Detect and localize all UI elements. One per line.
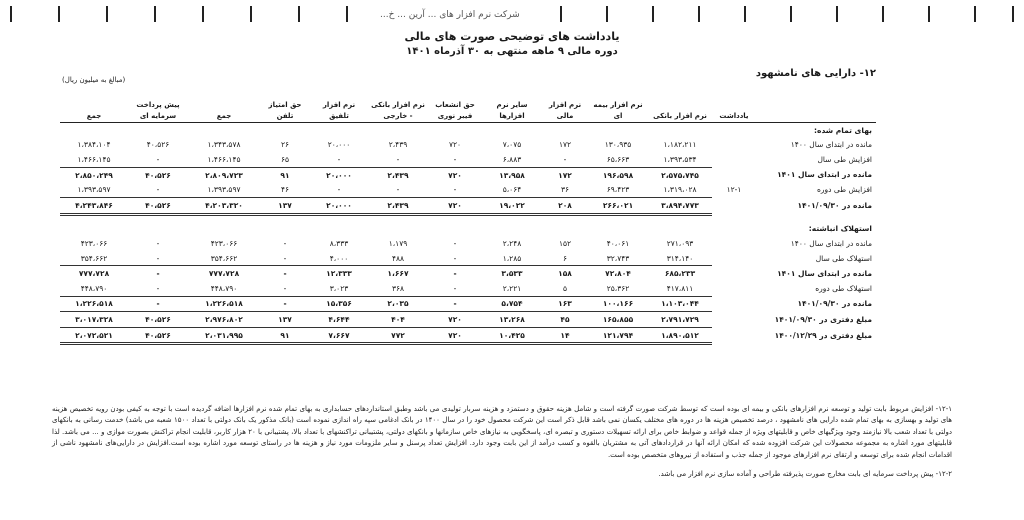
table-cell: ۱۹۶،۵۹۸ xyxy=(602,170,634,180)
table-cell: - xyxy=(260,296,310,312)
table-cell: ۱،۴۶۶،۱۴۵ xyxy=(60,152,128,167)
table-cell: ۱۳،۲۶۸ xyxy=(482,312,542,328)
table-row xyxy=(60,167,876,182)
table-cell: - xyxy=(260,251,310,266)
table-cell: ۱۳۷ xyxy=(260,197,310,214)
row-label: افزایش طی سال xyxy=(817,155,872,165)
binding-mark xyxy=(250,6,252,22)
table-cell: ۷۲۰ xyxy=(428,327,482,344)
table-cell: ۲،۵۷۵،۷۴۵ xyxy=(661,170,699,180)
table-cell: ۷۲۰ xyxy=(428,312,482,328)
table-cell: ۷۲۰ xyxy=(448,170,462,180)
table-cell xyxy=(542,123,588,138)
table-cell: ۵،۰۶۴ xyxy=(482,182,542,197)
table-cell: ۳۲،۷۴۳ xyxy=(588,251,648,266)
table-cell: - xyxy=(310,182,368,197)
binding-mark xyxy=(974,6,976,22)
row-label: مانده در ابتدای سال ۱۴۰۱ xyxy=(777,268,872,278)
table-cell: ۲،۸۰۹،۷۲۳ xyxy=(205,170,243,180)
table-cell: ۱،۴۶۶،۱۴۵ xyxy=(188,152,260,167)
table-cell: ۴،۲۰۳،۳۲۰ xyxy=(188,197,260,214)
table-cell xyxy=(648,222,712,237)
table-cell: ۱،۳۹۳،۵۹۷ xyxy=(188,182,260,197)
column-header: پیش پرداخت سرمایه ای xyxy=(128,84,188,123)
column-header: جمع xyxy=(60,84,128,123)
note-paragraph: ۱۲-۱- افزایش مربوط بابت تولید و توسعه نرم افزارهای بانکی و بیمه ای بوده است که توسط شرکت صورت گرفته است و شامل هزینه حقوق و دستمزد و هزینه سربار تولیدی می باشد وطبق استانداردهای حسابداری به بهای تمام شده نرم افزارها اضافه گردیده است با توجه به کیفی بودن رویه تخصیص هزینه های تولید و بهسازی به بهای تمام شده دارایی های نامشهود ، درصد تخصیص هزینه ها در دوره های مختلف یکسان نمی باشد قابل ذکر است این شرکت محصول خود را در سال ۱۴۰۰ در بانک ادغامی سپه راه اندازی نموده است (بانک مذکور یک بانک دولتی با تعداد ۱۵۰۰ شعبه می باشد) خدمت رسانی به بانکهای دولتی با تعداد شعب بالا نیازمند وجود ویژگیهای خاص و قابلیتهای ویژه از جمله قواعد و ضوابط خاص برای ارائه تسهیلات دستوری و تبصره ای، پاسخگویی به نیازهای خاص سازمانها و بانکهای دولتی، پشتیبانی تراکنشهای با تعداد بالا، پشتیبانی با ۲۰ هزار کاربر، قابلیت انجام تراکنش بصورت موازی و ... می باشد. لذا قابلیتهای مورد اشاره به مجموعه محصولات این شرکت افزوده شده که امکان ارائه آنها در قراردادهای آتی به مشتریان بالقوه و کسب درآمد از این بابت وجود دارد. افزایش تعداد پرسنل و سایر ملزومات مورد نیاز و هزینه ها در راستای توسعه مورد اشاره بوده است.افزایش در دارایی‌های نامشهود ناشی از اقدامات انجام شده برای توسعه و ارتقای نرم افزارهای موجود از جمله جذب و استفاده از نیروهای متخصص بوده است. xyxy=(52,405,952,459)
binding-mark xyxy=(202,6,204,22)
table-cell: ۵،۷۵۴ xyxy=(482,296,542,312)
row-label: استهلاک طی دوره xyxy=(815,283,872,293)
table-cell: ۱۰،۴۲۵ xyxy=(482,327,542,344)
note-ref-cell xyxy=(712,312,756,328)
table-cell xyxy=(188,123,260,138)
table-cell: - xyxy=(368,182,428,197)
table-cell xyxy=(588,222,648,237)
spacer-row xyxy=(60,214,876,222)
table-cell: ۲،۰۳۵ xyxy=(368,296,428,312)
table-cell: ۱،۳۱۹،۰۲۸ xyxy=(648,182,712,197)
binding-mark xyxy=(154,6,156,22)
note-ref-cell xyxy=(712,197,756,214)
document-title: یادداشت های توضیحی صورت های مالی xyxy=(404,30,620,43)
binding-mark xyxy=(10,6,12,22)
table-cell: ۴،۶۴۴ xyxy=(310,312,368,328)
note-ref-cell xyxy=(712,167,756,182)
table-cell: ۱،۶۶۷ xyxy=(387,269,409,279)
table-cell: ۷۷۷،۷۲۸ xyxy=(208,269,240,279)
table-cell: ۴۰،۵۲۶ xyxy=(128,312,188,328)
table-cell xyxy=(260,222,310,237)
table-cell: ۷۷۷،۷۲۸ xyxy=(78,269,110,279)
table-cell: ۴،۰۰۰ xyxy=(310,251,368,266)
table-cell: ۶۹،۴۲۳ xyxy=(588,182,648,197)
table-cell: ۴۵ xyxy=(542,312,588,328)
notes-section xyxy=(52,404,952,488)
table-cell: ۱۲،۳۳۳ xyxy=(326,269,352,279)
table-cell: - xyxy=(453,238,457,248)
table-cell: - xyxy=(428,296,482,312)
table-cell: - xyxy=(428,281,482,296)
table-cell xyxy=(368,123,428,138)
note-ref-cell xyxy=(712,138,756,153)
table-row xyxy=(60,152,876,167)
row-label: مبلغ دفتری در ۱۴۰۰/۱۲/۲۹ xyxy=(774,331,872,341)
table-cell: - xyxy=(283,238,287,248)
table-row xyxy=(60,123,876,138)
binding-mark xyxy=(836,6,838,22)
row-label: بهای تمام شده: xyxy=(814,125,872,135)
table-cell: ۷۲،۸۰۴ xyxy=(605,269,631,279)
table-cell: - xyxy=(542,152,588,167)
table-cell: ۲۵،۳۶۲ xyxy=(588,281,648,296)
table-cell: ۱،۲۸۵ xyxy=(482,251,542,266)
note-ref-cell xyxy=(712,327,756,344)
table-cell: ۳۵۴،۶۶۲ xyxy=(188,251,260,266)
column-header: حق امتیاز تلفن xyxy=(260,84,310,123)
table-cell: ۳۵۴،۶۶۲ xyxy=(60,251,128,266)
note-ref-cell xyxy=(712,251,756,266)
note-ref-cell xyxy=(712,152,756,167)
table-cell: ۴۰،۵۲۶ xyxy=(145,170,171,180)
table-cell: ۳۱۴،۱۴۰ xyxy=(648,251,712,266)
table-cell: ۱۴ xyxy=(542,327,588,344)
row-label: مانده در ابتدای سال ۱۴۰۰ xyxy=(790,238,872,248)
table-cell: ۱،۲۲۶،۵۱۸ xyxy=(188,296,260,312)
table-cell: ۹۱ xyxy=(260,327,310,344)
table-cell: - xyxy=(310,152,368,167)
binding-mark xyxy=(298,6,300,22)
table-cell: - xyxy=(428,152,482,167)
table-row xyxy=(60,312,876,328)
table-cell: ۴۸۸ xyxy=(368,251,428,266)
table-cell: - xyxy=(368,152,428,167)
table-cell: ۴۲۳،۰۶۶ xyxy=(210,238,238,248)
table-cell: ۷،۰۷۵ xyxy=(502,140,522,150)
note-ref-cell xyxy=(712,236,756,251)
binding-text: شرکت نرم افزار های ... آرین ... خ... xyxy=(380,10,520,20)
table-cell: ۲۰،۰۰۰ xyxy=(327,140,351,150)
row-label: استهلاک طی سال xyxy=(815,253,872,263)
table-cell: ۹۱ xyxy=(280,170,290,180)
table-cell: - xyxy=(128,281,188,296)
table-cell: ۳،۰۲۳ xyxy=(310,281,368,296)
binding-mark xyxy=(652,6,654,22)
table-cell: ۱۶۵،۸۵۵ xyxy=(588,312,648,328)
row-label: مانده در ۱۴۰۱/۰۹/۳۰ xyxy=(797,201,872,211)
table-cell: - xyxy=(428,251,482,266)
table-cell: ۲،۴۳۹ xyxy=(388,140,408,150)
table-cell: ۲۶۶،۰۲۱ xyxy=(588,197,648,214)
binding-mark xyxy=(106,6,108,22)
note-ref-cell xyxy=(712,222,756,237)
table-cell: ۷،۶۶۷ xyxy=(310,327,368,344)
column-header: نرم افزار تلفیق xyxy=(310,84,368,123)
table-cell: ۱۰۰،۱۶۶ xyxy=(588,296,648,312)
row-label: مبلغ دفتری در ۱۴۰۱/۰۹/۳۰ xyxy=(774,314,872,324)
table-cell: ۴۱۷،۸۱۱ xyxy=(648,281,712,296)
table-cell xyxy=(648,123,712,138)
table-cell: - xyxy=(128,296,188,312)
column-header: حق انشعاب فیبر نوری xyxy=(428,84,482,123)
note-ref-cell: ۱۲-۱ xyxy=(726,185,742,195)
table-row xyxy=(60,182,876,197)
table-cell: ۶،۸۸۳ xyxy=(482,152,542,167)
table-cell: ۴۰،۵۲۶ xyxy=(146,140,170,150)
table-row xyxy=(60,266,876,281)
binding-mark xyxy=(1012,6,1014,22)
unit-note: (مبالغ به میلیون ریال) xyxy=(62,76,126,84)
row-label: مانده در ابتدای سال ۱۴۰۰ xyxy=(790,140,872,150)
table-cell: ۶۵ xyxy=(260,152,310,167)
table-cell: ۲۷۱،۰۹۳ xyxy=(666,238,694,248)
table-row xyxy=(60,138,876,153)
binding-mark xyxy=(606,6,608,22)
table-cell: ۵ xyxy=(542,281,588,296)
table-cell: - xyxy=(260,281,310,296)
table-row xyxy=(60,327,876,344)
binding-strip xyxy=(0,6,1024,24)
table-cell: ۱۹،۰۲۲ xyxy=(482,197,542,214)
binding-mark xyxy=(882,6,884,22)
table-cell xyxy=(588,123,648,138)
table-cell xyxy=(482,123,542,138)
table-cell: ۶۵،۶۶۳ xyxy=(588,152,648,167)
column-header: نرم افزار بانکی - خارجی xyxy=(368,84,428,123)
table-cell: ۴۲۳،۰۶۶ xyxy=(80,238,108,248)
table-cell xyxy=(542,222,588,237)
table-cell: ۲،۲۴۸ xyxy=(502,238,522,248)
table-cell: ۱۲۱،۷۹۴ xyxy=(588,327,648,344)
note-ref-cell xyxy=(712,266,756,281)
binding-mark xyxy=(58,6,60,22)
table-cell: ۱،۳۹۳،۵۹۷ xyxy=(60,182,128,197)
table-cell: - xyxy=(453,269,457,279)
table-cell: ۱۶۳ xyxy=(542,296,588,312)
binding-mark xyxy=(928,6,930,22)
binding-mark xyxy=(744,6,746,22)
table-cell: - xyxy=(156,238,160,248)
table-cell: - xyxy=(156,269,160,279)
table-cell: ۲۶ xyxy=(280,140,290,150)
table-cell: ۲،۲۲۱ xyxy=(482,281,542,296)
table-cell: ۱،۸۹۰،۵۱۲ xyxy=(648,327,712,344)
section-title: ۱۲- دارایی های نامشهود xyxy=(755,68,876,79)
table-cell xyxy=(428,222,482,237)
table-cell: ۴۰،۵۲۶ xyxy=(128,197,188,214)
column-header: نرم افزار مالی xyxy=(542,84,588,123)
table-cell: ۴۰۴ xyxy=(368,312,428,328)
note-ref-cell xyxy=(712,296,756,312)
table-cell: ۴،۲۴۳،۸۴۶ xyxy=(60,197,128,214)
table-cell: ۴۶ xyxy=(260,182,310,197)
table-cell: ۴۴۸،۷۹۰ xyxy=(188,281,260,296)
table-cell xyxy=(260,123,310,138)
table-cell: ۲،۴۳۹ xyxy=(387,170,409,180)
table-cell: ۱۳۷ xyxy=(260,312,310,328)
table-cell xyxy=(60,222,128,237)
row-label: مانده در ابتدای سال ۱۴۰۱ xyxy=(777,170,872,180)
table-cell: - xyxy=(428,182,482,197)
table-row xyxy=(60,296,876,312)
table-cell: ۴۰،۰۶۱ xyxy=(606,238,630,248)
table-cell: ۴۴۸،۷۹۰ xyxy=(60,281,128,296)
table-cell xyxy=(428,123,482,138)
table-row xyxy=(60,281,876,296)
table-cell: ۳۶۸ xyxy=(368,281,428,296)
table-cell: ۱،۱۷۹ xyxy=(388,238,408,248)
table-cell xyxy=(368,222,428,237)
table-cell xyxy=(310,123,368,138)
table-cell xyxy=(128,222,188,237)
note-ref-cell xyxy=(712,123,756,138)
note-paragraph: ۱۲-۲- پیش پرداخت سرمایه ای بابت مخارج صورت پذیرفته طراحی و آماده سازی نرم افزار می باشد. xyxy=(658,470,952,479)
table-row xyxy=(60,222,876,237)
note-ref-cell xyxy=(712,281,756,296)
row-label: مانده در ۱۴۰۱/۰۹/۳۰ xyxy=(797,299,872,309)
table-cell: ۱،۳۹۳،۵۳۴ xyxy=(648,152,712,167)
table-cell: ۱۵۸ xyxy=(558,269,572,279)
table-cell: ۷۲۰ xyxy=(448,140,462,150)
table-cell: ۱،۲۲۶،۵۱۸ xyxy=(60,296,128,312)
table-row xyxy=(60,197,876,214)
table-cell: ۱۳۰،۹۳۵ xyxy=(604,140,632,150)
table-row xyxy=(60,236,876,251)
table-cell: - xyxy=(283,269,287,279)
table-cell: ۳۶ xyxy=(542,182,588,197)
table-cell: ۳،۰۱۷،۳۲۸ xyxy=(60,312,128,328)
table-cell: ۸،۳۳۳ xyxy=(329,238,349,248)
column-header xyxy=(756,84,876,123)
table-cell: - xyxy=(128,152,188,167)
table-cell: ۱،۱۰۳،۰۴۴ xyxy=(648,296,712,312)
table-cell: ۲۰،۰۰۰ xyxy=(326,170,352,180)
row-label: افزایش طی دوره xyxy=(816,185,872,195)
column-header: جمع xyxy=(188,84,260,123)
table-cell xyxy=(60,123,128,138)
table-body xyxy=(60,123,876,344)
table-cell: ۶۸۵،۲۳۳ xyxy=(664,269,696,279)
table-cell: ۱۵،۳۵۶ xyxy=(310,296,368,312)
table-header-row xyxy=(60,84,876,123)
binding-mark xyxy=(346,6,348,22)
table-cell xyxy=(482,222,542,237)
table-cell: ۲۰۸ xyxy=(542,197,588,214)
table-cell: ۱۷۲ xyxy=(558,140,572,150)
table-cell: ۷۷۲ xyxy=(368,327,428,344)
table-cell: ۱،۳۴۳،۵۷۸ xyxy=(207,140,241,150)
table-cell: ۳،۵۳۳ xyxy=(501,269,523,279)
table-cell: ۲۰،۰۰۰ xyxy=(310,197,368,214)
column-header: سایر نرم افزارها xyxy=(482,84,542,123)
period-title: دوره مالی ۹ ماهه منتهی به ۳۰ آذرماه ۱۴۰۱ xyxy=(406,46,618,57)
table-cell xyxy=(128,123,188,138)
table-cell: ۱۷۲ xyxy=(558,170,572,180)
binding-mark xyxy=(790,6,792,22)
table-cell: - xyxy=(128,182,188,197)
table-cell: ۶ xyxy=(542,251,588,266)
table-cell: ۷۲۰ xyxy=(428,197,482,214)
table-cell: ۲،۴۳۹ xyxy=(368,197,428,214)
table-cell: ۳،۸۹۴،۷۷۳ xyxy=(648,197,712,214)
row-label: استهلاک انباشته: xyxy=(808,224,872,234)
column-header: یادداشت xyxy=(712,84,756,123)
table-cell: ۱۳،۹۵۸ xyxy=(499,170,525,180)
table-cell xyxy=(188,222,260,237)
table-cell: ۱۵۲ xyxy=(558,238,572,248)
table-cell: ۲،۹۷۶،۸۰۲ xyxy=(188,312,260,328)
table-cell: ۲،۰۷۲،۵۲۱ xyxy=(60,327,128,344)
table-cell: ۲،۷۹۱،۷۲۹ xyxy=(648,312,712,328)
binding-mark xyxy=(698,6,700,22)
binding-mark xyxy=(560,6,562,22)
column-header: نرم افزار بیمه ای xyxy=(588,84,648,123)
table-cell: ۱،۳۸۴،۱۰۴ xyxy=(77,140,111,150)
table-cell: ۱،۱۸۲،۲۱۱ xyxy=(663,140,697,150)
table-cell: ۲،۰۳۱،۹۹۵ xyxy=(188,327,260,344)
table-cell: ۲،۸۵۰،۲۴۹ xyxy=(75,170,113,180)
intangible-assets-table xyxy=(60,84,876,345)
table-cell: ۴۰،۵۲۶ xyxy=(128,327,188,344)
table-row xyxy=(60,251,876,266)
table-cell xyxy=(310,222,368,237)
column-header: نرم افزار بانکی xyxy=(648,84,712,123)
table-cell: - xyxy=(128,251,188,266)
